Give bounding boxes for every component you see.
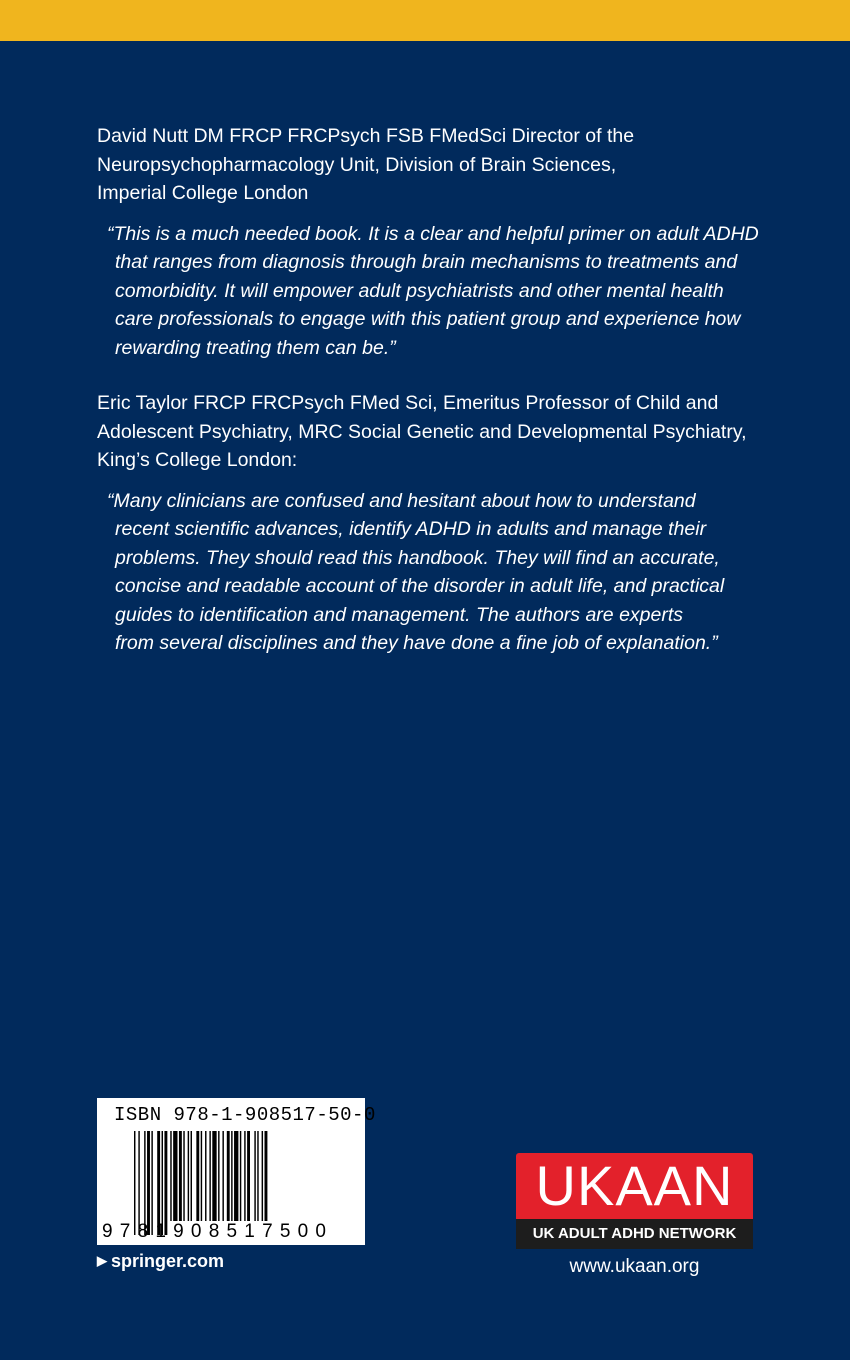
barcode-bars	[134, 1131, 267, 1235]
barcode-bar	[209, 1131, 210, 1235]
barcode-bar	[188, 1131, 189, 1235]
barcode-bar	[234, 1131, 238, 1235]
right-triangle-icon: ▶	[97, 1253, 107, 1268]
barcode-bar	[183, 1131, 184, 1235]
barcode-bar	[196, 1131, 199, 1235]
barcode-bar	[144, 1131, 145, 1235]
ukaan-url[interactable]: www.ukaan.org	[569, 1256, 700, 1277]
barcode-bar	[244, 1131, 245, 1235]
logo-tagline: UK ADULT ADHD NETWORK	[516, 1219, 753, 1249]
quote-line: care professionals to engage with this patient group and experience how	[115, 308, 741, 330]
ukaan-logo	[516, 1153, 753, 1249]
barcode-bar	[257, 1131, 258, 1235]
barcode-bar	[147, 1131, 150, 1235]
quote-line: rewarding treating them can be.”	[115, 336, 396, 359]
barcode-bar	[254, 1131, 255, 1235]
barcode-bar	[151, 1131, 152, 1235]
quote-line: that ranges from diagnosis through brain mechanisms to treatments and	[115, 251, 738, 273]
barcode-bar	[247, 1131, 250, 1235]
endorsement-2-attribution	[97, 389, 777, 475]
barcode	[102, 1131, 332, 1242]
isbn-label: ISBN 978-1-908517-50-0	[114, 1104, 376, 1126]
top-color-band	[0, 0, 850, 41]
quote-line: “This is a much needed book. It is a clear and helpful primer on adult ADHD	[107, 222, 759, 245]
barcode-bar	[212, 1131, 216, 1235]
logo-name: UKAAN	[516, 1153, 753, 1219]
quote-line: from several disciplines and they have done a fine job of explanation.”	[115, 632, 718, 654]
barcode-bar	[173, 1131, 177, 1235]
barcode-bar	[170, 1131, 171, 1235]
quote-line: “Many clinicians are confused and hesitant about how to understand	[107, 489, 696, 512]
barcode-bar	[191, 1131, 192, 1235]
barcode-bar	[231, 1131, 232, 1235]
barcode-bar	[157, 1131, 160, 1235]
barcode-bar	[218, 1131, 219, 1235]
attribution-line: Eric Taylor FRCP FRCPsych FMed Sci, Emeritus Professor of Child and	[97, 392, 719, 414]
endorsement-1-quote	[107, 220, 777, 363]
quote-line: recent scientific advances, identify ADHD in adults and manage their	[115, 518, 707, 540]
barcode-bar	[134, 1131, 135, 1235]
endorsement-2	[97, 389, 777, 658]
barcode-bar	[162, 1131, 163, 1235]
attribution-line: David Nutt DM FRCP FRCPsych FSB FMedSci Director of the	[97, 125, 635, 147]
barcode-bar	[262, 1131, 263, 1235]
endorsement-1	[97, 122, 777, 362]
quote-line: problems. They should read this handbook. They will find an accurate,	[115, 546, 720, 569]
attribution-line: Imperial College London	[97, 182, 309, 204]
publisher-link[interactable]	[97, 1251, 224, 1272]
publisher-url: springer.com	[111, 1251, 225, 1271]
barcode-bar	[240, 1131, 241, 1235]
barcode-bar	[222, 1131, 223, 1235]
endorsement-2-quote	[107, 487, 777, 658]
barcode-bar	[201, 1131, 202, 1235]
attribution-line: Neuropsychopharmacology Unit, Division of Brain Sciences,	[97, 153, 617, 176]
barcode-bar	[205, 1131, 206, 1235]
barcode-digits: 9781908517500	[102, 1221, 326, 1242]
back-cover-text	[97, 122, 777, 658]
quote-line: concise and readable account of the disorder in adult life, and practical	[115, 575, 725, 597]
barcode-bar	[265, 1131, 268, 1235]
quote-line: guides to identification and management. The authors are experts	[115, 603, 684, 626]
barcode-bar	[179, 1131, 182, 1235]
endorsement-1-attribution	[97, 122, 777, 208]
barcode-bar	[164, 1131, 167, 1235]
barcode-bar	[138, 1131, 139, 1235]
attribution-line: King’s College London:	[97, 449, 298, 471]
quote-line: comorbidity. It will empower adult psychiatrists and other mental health	[115, 279, 724, 302]
attribution-line: Adolescent Psychiatry, MRC Social Genetic and Developmental Psychiatry,	[97, 420, 747, 443]
barcode-bar	[227, 1131, 230, 1235]
isbn-barcode-box	[97, 1098, 376, 1245]
